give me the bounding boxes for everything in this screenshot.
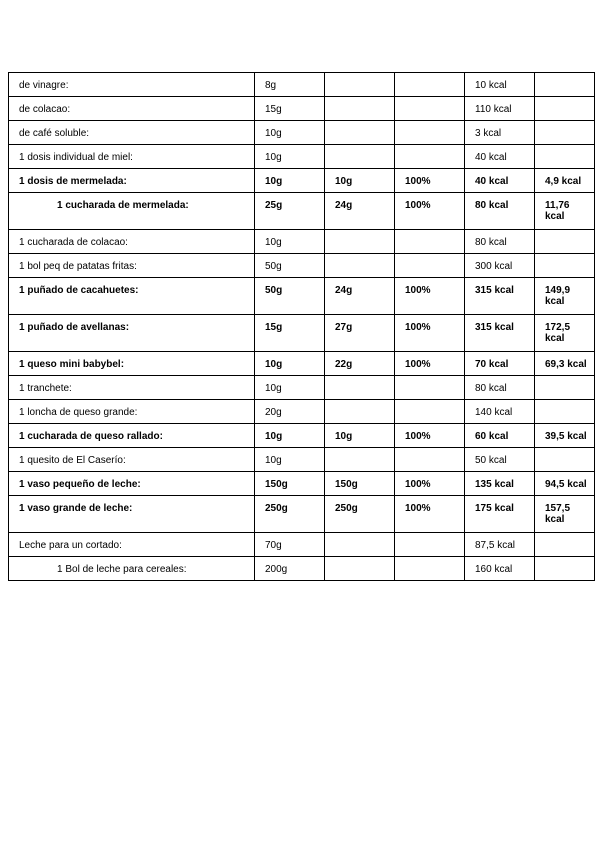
weight-cell: 250g xyxy=(325,496,395,533)
adjusted-kcal-cell xyxy=(535,376,595,400)
table-row xyxy=(9,533,595,557)
adjusted-kcal-cell xyxy=(535,73,595,97)
kcal-cell: 80 kcal xyxy=(465,193,535,230)
portion-cell: 250g xyxy=(255,496,325,533)
weight-cell xyxy=(325,145,395,169)
weight-cell xyxy=(325,73,395,97)
weight-cell: 24g xyxy=(325,193,395,230)
portion-cell: 10g xyxy=(255,169,325,193)
percent-cell xyxy=(395,448,465,472)
kcal-cell: 70 kcal xyxy=(465,352,535,376)
portion-cell: 10g xyxy=(255,121,325,145)
food-name-cell: 1 cucharada de colacao: xyxy=(9,230,255,254)
portion-cell: 10g xyxy=(255,145,325,169)
kcal-cell: 110 kcal xyxy=(465,97,535,121)
percent-cell: 100% xyxy=(395,472,465,496)
food-name-cell: 1 tranchete: xyxy=(9,376,255,400)
table-row xyxy=(9,121,595,145)
portion-cell: 70g xyxy=(255,533,325,557)
adjusted-kcal-cell: 172,5 kcal xyxy=(535,315,595,352)
kcal-cell: 140 kcal xyxy=(465,400,535,424)
table-row xyxy=(9,97,595,121)
adjusted-kcal-cell xyxy=(535,121,595,145)
kcal-cell: 87,5 kcal xyxy=(465,533,535,557)
percent-cell: 100% xyxy=(395,352,465,376)
table-row xyxy=(9,278,595,315)
weight-cell xyxy=(325,557,395,581)
percent-cell: 100% xyxy=(395,315,465,352)
table-row xyxy=(9,315,595,352)
percent-cell xyxy=(395,400,465,424)
table-row xyxy=(9,424,595,448)
weight-cell xyxy=(325,230,395,254)
portion-cell: 10g xyxy=(255,230,325,254)
percent-cell xyxy=(395,73,465,97)
table-row xyxy=(9,145,595,169)
kcal-cell: 10 kcal xyxy=(465,73,535,97)
percent-cell xyxy=(395,230,465,254)
table-row xyxy=(9,230,595,254)
kcal-cell: 60 kcal xyxy=(465,424,535,448)
percent-cell: 100% xyxy=(395,193,465,230)
food-name-cell: 1 cucharada de mermelada: xyxy=(9,193,255,230)
portion-cell: 50g xyxy=(255,278,325,315)
table-row xyxy=(9,400,595,424)
adjusted-kcal-cell: 157,5 kcal xyxy=(535,496,595,533)
adjusted-kcal-cell xyxy=(535,254,595,278)
weight-cell: 24g xyxy=(325,278,395,315)
kcal-cell: 315 kcal xyxy=(465,315,535,352)
table-row xyxy=(9,557,595,581)
weight-cell: 27g xyxy=(325,315,395,352)
adjusted-kcal-cell xyxy=(535,230,595,254)
percent-cell xyxy=(395,533,465,557)
food-name-cell: de vinagre: xyxy=(9,73,255,97)
adjusted-kcal-cell xyxy=(535,97,595,121)
table-row xyxy=(9,448,595,472)
kcal-cell: 3 kcal xyxy=(465,121,535,145)
adjusted-kcal-cell xyxy=(535,557,595,581)
table-row xyxy=(9,496,595,533)
adjusted-kcal-cell xyxy=(535,145,595,169)
kcal-cell: 175 kcal xyxy=(465,496,535,533)
food-name-cell: 1 puñado de cacahuetes: xyxy=(9,278,255,315)
food-name-cell: 1 vaso pequeño de leche: xyxy=(9,472,255,496)
portion-cell: 20g xyxy=(255,400,325,424)
food-name-cell: 1 bol peq de patatas fritas: xyxy=(9,254,255,278)
food-name-cell: 1 puñado de avellanas: xyxy=(9,315,255,352)
portion-cell: 10g xyxy=(255,376,325,400)
weight-cell xyxy=(325,448,395,472)
adjusted-kcal-cell: 11,76 kcal xyxy=(535,193,595,230)
weight-cell xyxy=(325,533,395,557)
food-name-cell: 1 cucharada de queso rallado: xyxy=(9,424,255,448)
table-body xyxy=(9,73,595,581)
food-name-cell: 1 queso mini babybel: xyxy=(9,352,255,376)
adjusted-kcal-cell: 4,9 kcal xyxy=(535,169,595,193)
portion-cell: 200g xyxy=(255,557,325,581)
adjusted-kcal-cell: 94,5 kcal xyxy=(535,472,595,496)
portion-cell: 10g xyxy=(255,424,325,448)
adjusted-kcal-cell: 149,9 kcal xyxy=(535,278,595,315)
percent-cell xyxy=(395,97,465,121)
percent-cell: 100% xyxy=(395,169,465,193)
food-name-cell: 1 Bol de leche para cereales: xyxy=(9,557,255,581)
kcal-cell: 160 kcal xyxy=(465,557,535,581)
food-name-cell: 1 quesito de El Caserío: xyxy=(9,448,255,472)
weight-cell xyxy=(325,376,395,400)
percent-cell: 100% xyxy=(395,496,465,533)
weight-cell xyxy=(325,400,395,424)
kcal-cell: 80 kcal xyxy=(465,230,535,254)
weight-cell xyxy=(325,121,395,145)
food-calorie-table xyxy=(8,72,595,581)
food-name-cell: de colacao: xyxy=(9,97,255,121)
food-name-cell: de café soluble: xyxy=(9,121,255,145)
portion-cell: 25g xyxy=(255,193,325,230)
food-name-cell: 1 vaso grande de leche: xyxy=(9,496,255,533)
portion-cell: 10g xyxy=(255,448,325,472)
table-row xyxy=(9,254,595,278)
adjusted-kcal-cell: 39,5 kcal xyxy=(535,424,595,448)
kcal-cell: 40 kcal xyxy=(465,145,535,169)
portion-cell: 8g xyxy=(255,73,325,97)
food-name-cell: 1 loncha de queso grande: xyxy=(9,400,255,424)
weight-cell xyxy=(325,97,395,121)
food-name-cell: Leche para un cortado: xyxy=(9,533,255,557)
food-name-cell: 1 dosis individual de miel: xyxy=(9,145,255,169)
percent-cell xyxy=(395,121,465,145)
percent-cell: 100% xyxy=(395,278,465,315)
portion-cell: 150g xyxy=(255,472,325,496)
portion-cell: 15g xyxy=(255,315,325,352)
portion-cell: 15g xyxy=(255,97,325,121)
table-row xyxy=(9,376,595,400)
percent-cell xyxy=(395,254,465,278)
weight-cell: 10g xyxy=(325,424,395,448)
portion-cell: 10g xyxy=(255,352,325,376)
kcal-cell: 80 kcal xyxy=(465,376,535,400)
table-row xyxy=(9,193,595,230)
kcal-cell: 315 kcal xyxy=(465,278,535,315)
table-row xyxy=(9,169,595,193)
percent-cell xyxy=(395,376,465,400)
table-row xyxy=(9,352,595,376)
food-name-cell: 1 dosis de mermelada: xyxy=(9,169,255,193)
portion-cell: 50g xyxy=(255,254,325,278)
weight-cell: 150g xyxy=(325,472,395,496)
adjusted-kcal-cell: 69,3 kcal xyxy=(535,352,595,376)
weight-cell xyxy=(325,254,395,278)
weight-cell: 22g xyxy=(325,352,395,376)
table-row xyxy=(9,472,595,496)
adjusted-kcal-cell xyxy=(535,533,595,557)
percent-cell: 100% xyxy=(395,424,465,448)
percent-cell xyxy=(395,557,465,581)
kcal-cell: 50 kcal xyxy=(465,448,535,472)
kcal-cell: 300 kcal xyxy=(465,254,535,278)
percent-cell xyxy=(395,145,465,169)
kcal-cell: 40 kcal xyxy=(465,169,535,193)
adjusted-kcal-cell xyxy=(535,448,595,472)
table-row xyxy=(9,73,595,97)
kcal-cell: 135 kcal xyxy=(465,472,535,496)
adjusted-kcal-cell xyxy=(535,400,595,424)
weight-cell: 10g xyxy=(325,169,395,193)
